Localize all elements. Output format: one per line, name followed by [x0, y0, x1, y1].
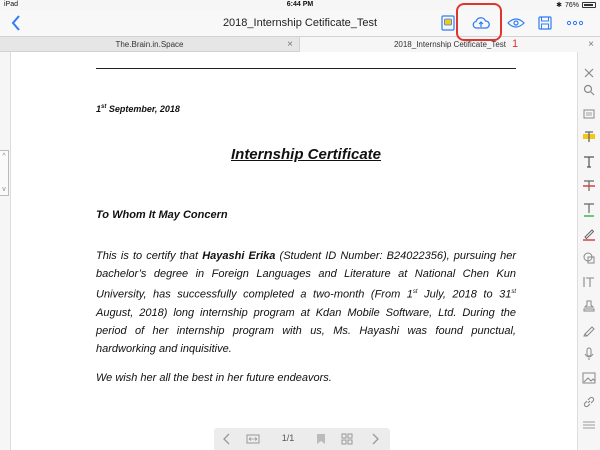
- document-title: 2018_Internship Cetificate_Test: [222, 17, 378, 29]
- strikethrough-tool[interactable]: [580, 177, 598, 195]
- closing-wish: We wish her all the best in her future endeavors.: [96, 372, 332, 384]
- signature-tool[interactable]: [580, 321, 598, 339]
- underline-tool[interactable]: [580, 201, 598, 219]
- shapes-icon: [582, 251, 596, 265]
- certificate-title: Internship Certificate: [230, 146, 382, 163]
- eye-icon: [507, 17, 525, 29]
- greeting: To Whom It May Concern: [96, 209, 228, 221]
- text-icon: [582, 155, 596, 169]
- body-text: This is to certify that: [96, 250, 203, 262]
- status-right: [556, 1, 596, 9]
- body-text: July, 2018 to 31: [417, 288, 512, 301]
- toolbar: [0, 10, 600, 36]
- back-button[interactable]: [6, 13, 26, 33]
- text-box-tool[interactable]: [580, 273, 598, 291]
- highlight-text-icon: [582, 130, 596, 144]
- cloud-upload-button[interactable]: [470, 13, 492, 33]
- ordinal: st: [511, 289, 517, 295]
- header-rule: [96, 68, 516, 69]
- fit-width-button[interactable]: [244, 431, 262, 447]
- page-indicator[interactable]: 1/1: [281, 433, 295, 443]
- text-box-icon: [582, 275, 596, 289]
- document-page[interactable]: [10, 52, 578, 450]
- close-tab-icon[interactable]: ×: [287, 39, 293, 50]
- chevron-left-icon: [11, 15, 21, 31]
- battery-percent: 76%: [564, 1, 579, 9]
- strikethrough-icon: [582, 179, 596, 193]
- link-tool[interactable]: [580, 393, 598, 411]
- chevron-down-icon: v: [2, 186, 6, 193]
- previous-page-button[interactable]: [218, 431, 236, 447]
- image-icon: [582, 371, 596, 385]
- tab-brain-in-space[interactable]: [0, 37, 300, 52]
- document-thumbnail-icon: [440, 15, 456, 31]
- chevron-up-icon: ^: [2, 153, 6, 160]
- chevron-left-icon: [223, 433, 231, 445]
- body-paragraph: [96, 247, 516, 358]
- freehand-tool[interactable]: [580, 225, 598, 243]
- audio-note-tool[interactable]: [580, 345, 598, 363]
- body-text: August, 2018) long internship program at Kdan Mobile Software, Ltd. During the period of her internship program with us, Ms. Hayashi was found punctual, hardworking and inquisitive.: [96, 306, 516, 355]
- page-navigator: [214, 428, 390, 450]
- close-tab-icon[interactable]: ×: [588, 39, 594, 50]
- thumbnail-button[interactable]: [437, 13, 459, 33]
- more-tools-button[interactable]: [580, 416, 598, 434]
- bookmarks-button[interactable]: [580, 105, 598, 123]
- image-tool[interactable]: [580, 369, 598, 387]
- stamp-tool[interactable]: [580, 297, 598, 315]
- date-day: 1: [96, 104, 102, 114]
- close-icon: [584, 68, 594, 78]
- body-text: (Student ID Number: B24022356), pursuing her bachelor’s degree in Foreign Languages and Literature at National Chen Kun University, has successfully completed a two-month (From 1: [96, 250, 516, 301]
- save-button[interactable]: [534, 13, 556, 33]
- student-name: Hayashi Erika: [202, 250, 276, 262]
- tab-label: The.Brain.in.Space: [115, 40, 184, 49]
- view-mode-button[interactable]: [505, 13, 527, 33]
- date-ordinal: st: [101, 104, 107, 110]
- battery-icon: [582, 2, 596, 8]
- stamp-icon: [582, 299, 596, 313]
- ordinal: st: [412, 289, 418, 295]
- tab-bar: [0, 36, 600, 52]
- next-page-button[interactable]: [366, 431, 384, 447]
- annotation-number: 1: [512, 38, 519, 50]
- search-icon: [583, 84, 595, 96]
- highlight-tool[interactable]: [580, 128, 598, 146]
- clock: 6:44 PM: [286, 1, 314, 8]
- letter-date: [96, 104, 516, 114]
- fit-width-icon: [246, 433, 260, 445]
- pen-icon: [582, 227, 596, 241]
- more-dots-icon: [566, 20, 584, 26]
- underline-icon: [582, 203, 596, 217]
- more-button[interactable]: [564, 13, 586, 33]
- menu-lines-icon: [582, 420, 596, 430]
- device-label: iPad: [4, 1, 19, 8]
- bluetooth-icon: ✱: [556, 2, 562, 9]
- microphone-icon: [582, 347, 596, 361]
- chevron-right-icon: [371, 433, 379, 445]
- bookmark-page-button[interactable]: [312, 431, 330, 447]
- tab-label: 2018_Internship Cetificate_Test: [393, 40, 507, 49]
- page-scroll-handle[interactable]: [0, 150, 9, 196]
- grid-icon: [341, 433, 353, 445]
- tab-internship-certificate[interactable]: [300, 37, 600, 52]
- cloud-upload-icon: [471, 15, 491, 31]
- signature-pen-icon: [582, 323, 596, 337]
- bookmark-icon: [316, 433, 326, 445]
- close-panel-button[interactable]: [580, 64, 598, 82]
- date-rest: September, 2018: [106, 104, 180, 114]
- search-button[interactable]: [580, 81, 598, 99]
- thumbnails-grid-button[interactable]: [338, 431, 356, 447]
- annotation-toolbar: [578, 64, 600, 434]
- save-icon: [538, 16, 552, 30]
- shapes-tool[interactable]: [580, 249, 598, 267]
- status-bar: [0, 0, 600, 10]
- text-tool[interactable]: [580, 153, 598, 171]
- link-icon: [582, 395, 596, 409]
- folder-list-icon: [583, 108, 595, 120]
